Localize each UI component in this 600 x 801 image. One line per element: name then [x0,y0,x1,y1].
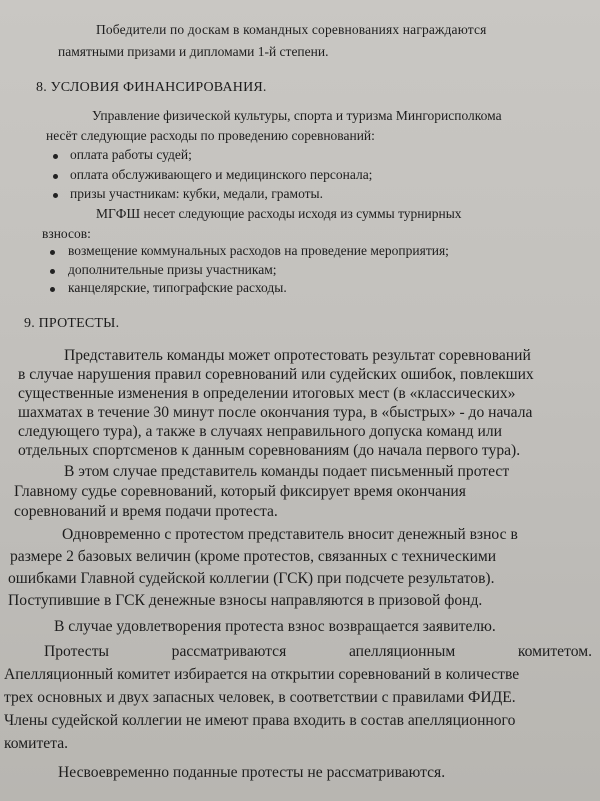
bullet-icon [53,154,58,159]
section-9-p2-line-1: В этом случае представитель команды подает письменный протест [64,463,510,480]
section-8-title: 8. УСЛОВИЯ ФИНАНСИРОВАНИЯ. [36,80,267,95]
section-8-p1-line-1: Управление физической культуры, спорта и туризма Мингорисполкома [92,108,502,123]
p5-word-1: Протесты [44,643,109,660]
p5-word-3: апелляционным [348,643,456,660]
section-9-p5-line-2: Апелляционный комитет избирается на открытии соревнований в количестве [4,666,520,683]
section-8-p2-line-2: взносов: [42,226,91,241]
bullet-icon [53,174,58,179]
p5-word-4: комитетом. [517,643,592,660]
section-9-p3-line-2: размере 2 базовых величин (кроме протестов, связанных с техническими [10,548,497,565]
section-8-list2-item-2: дополнительные призы участникам; [68,262,277,277]
bullet-icon [50,269,55,274]
section-8-list2-item-1: возмещение коммунальных расходов на проведение мероприятия; [68,243,449,258]
section-9-p1-line-5: следующего тура), а также в случаях неправильного допуска команд или [18,423,502,440]
section-9-p1-line-3: существенные изменения в определении итоговых мест (в «классических» [18,385,516,402]
bullet-icon [53,193,58,198]
section-8-list1-item-3: призы участникам: кубки, медали, грамоты. [70,186,323,201]
bullet-icon [50,287,55,292]
section-8-list2-item-3: канцелярские, типографские расходы. [68,280,287,295]
section-8-p2-text: МГФШ несет следующие расходы исходя из суммы турнирных [96,206,462,221]
section-8-p2-line-1 [96,206,572,222]
section-9-p1-line-6: отдельных спортсменов к данным соревнованиям (до начала первого тура). [18,442,521,459]
section-8-list1-item-1: оплата работы судей; [70,147,192,162]
section-9-p3-line-4: Поступившие в ГСК денежные взносы направляются в призовой фонд. [8,592,483,609]
section-9-p5-line-4: Члены судейской коллегии не имеют права входить в состав апелляционного [4,712,516,729]
section-8-list1-item-2: оплата обслуживающего и медицинского персонала; [70,167,373,182]
section-9-p5-line-1 [44,643,592,661]
section-9-p4: В случае удовлетворения протеста взнос возвращается заявителю. [54,618,496,635]
section-9-p1-line-2: в случае нарушения правил соревнований или судейских ошибок, повлекших [18,366,534,383]
section-9-p1-line-1: Представитель команды может опротестовать результат соревнований [64,347,531,364]
intro-line-1: Победители по доскам в командных соревнованиях награждаются [96,22,487,37]
section-8-p1-line-2: несёт следующие расходы по проведению соревнований: [46,128,375,143]
section-9-p5-line-3: трех основных и двух запасных человек, в соответствии с правилами ФИДЕ. [4,689,516,706]
p5-word-2: рассматриваются [171,643,287,660]
intro-line-2: памятными призами и дипломами 1-й степени. [58,44,329,59]
section-9-p2-line-3: соревнований и время подачи протеста. [14,503,278,520]
section-9-p1-line-4: шахматах в течение 30 минут после окончания тура, в «быстрых» - до начала [18,404,533,421]
section-9-title: 9. ПРОТЕСТЫ. [24,316,120,331]
section-9-p5-line-5: комитета. [4,735,69,752]
section-9-p2-line-2: Главному судье соревнований, который фиксирует время окончания [14,483,466,500]
section-9-p3-line-3: ошибками Главной судейской коллегии (ГСК) при подсчете результатов). [8,570,495,587]
section-9-p6: Несвоевременно поданные протесты не рассматриваются. [58,764,446,781]
section-9-p3-line-1: Одновременно с протестом представитель вносит денежный взнос в [62,526,518,543]
bullet-icon [50,250,55,255]
